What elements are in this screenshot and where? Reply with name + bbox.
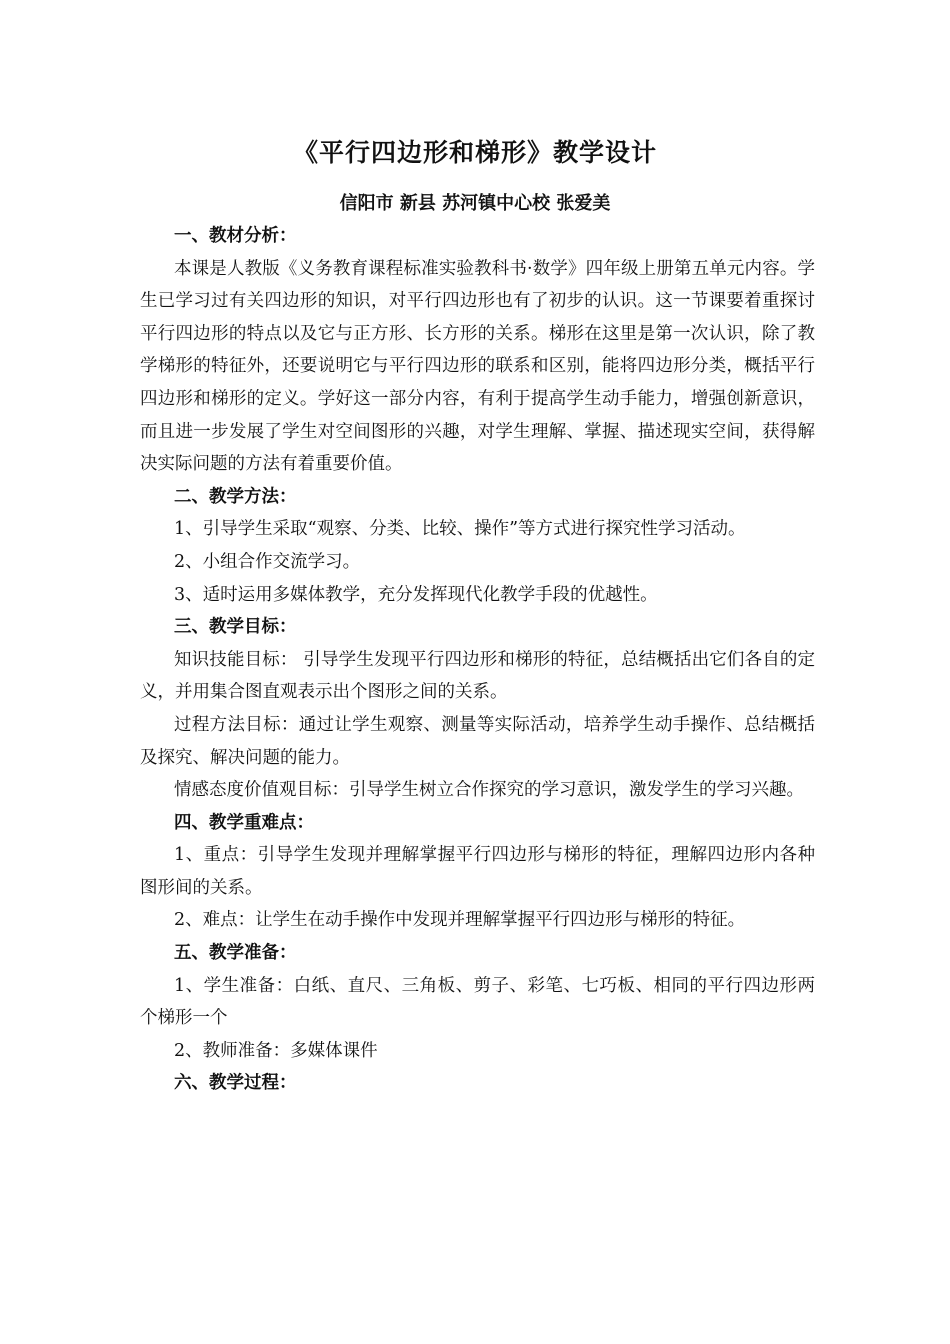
section-objectives: [140, 611, 815, 807]
section-heading: 五、教学准备：: [174, 943, 297, 964]
paragraph: 2、教师准备：多媒体课件: [174, 1040, 378, 1061]
paragraph: 本课是人教版《义务教育课程标准实验教科书·数学》四年级上册第五单元内容。学生已学习过有关四边形的知识，对平行四边形也有了初步的认识。这一节课要着重探讨平行四边形的特点以及它与正方形、长方形的关系。梯形在这里是第一次认识，除了教学梯形的特征外，还要说明它与平行四边形的联系和区别，能将四边形分类，概括平行四边形和梯形的定义。学好这一部分内容，有利于提高学生动手能力，增强创新意识，而且进一步发展了学生对空间图形的兴趣，对学生理解、掌握、描述现实空间，获得解决实际问题的方法有着重要价值。: [140, 258, 815, 475]
document-body: [140, 220, 815, 1100]
section-heading: 一、教材分析：: [174, 226, 297, 246]
document-author: 信阳市 新县 苏河镇中心校 张爱美: [339, 193, 611, 214]
paragraph: 1、学生准备：白纸、直尺、三角板、剪子、彩笔、七巧板、相同的平行四边形两个梯形一个: [140, 975, 815, 1029]
paragraph: 知识技能目标： 引导学生发现平行四边形和梯形的特征，总结概括出它们各自的定义，并用集合图直观表示出个图形之间的关系。: [140, 649, 815, 703]
paragraph: 情感态度价值观目标：引导学生树立合作探究的学习意识，激发学生的学习兴趣。: [174, 780, 804, 801]
section-process: [140, 1067, 815, 1100]
section-key-points: [140, 807, 815, 937]
section-heading: 六、教学过程：: [174, 1073, 297, 1094]
paragraph: 1、引导学生采取“观察、分类、比较、操作”等方式进行探究性学习活动。: [174, 519, 746, 540]
document-title: 《平行四边形和梯形》教学设计: [292, 138, 657, 167]
paragraph: 1、重点：引导学生发现并理解掌握平行四边形与梯形的特征，理解四边形内各种图形间的关系。: [140, 845, 815, 898]
paragraph: 2、小组合作交流学习。: [174, 551, 361, 572]
paragraph: 2、难点：让学生在动手操作中发现并理解掌握平行四边形与梯形的特征。: [174, 910, 746, 931]
section-materials: [140, 220, 815, 481]
section-heading: 三、教学目标：: [174, 617, 297, 638]
paragraph: 3、适时运用多媒体教学，充分发挥现代化教学手段的优越性。: [174, 584, 658, 605]
paragraph: 过程方法目标：通过让学生观察、测量等实际活动，培养学生动手操作、总结概括及探究、解决问题的能力。: [140, 714, 815, 768]
section-heading: 二、教学方法：: [174, 486, 297, 507]
section-methods: [140, 481, 815, 611]
section-preparation: [140, 937, 815, 1067]
section-heading: 四、教学重难点：: [174, 812, 314, 833]
